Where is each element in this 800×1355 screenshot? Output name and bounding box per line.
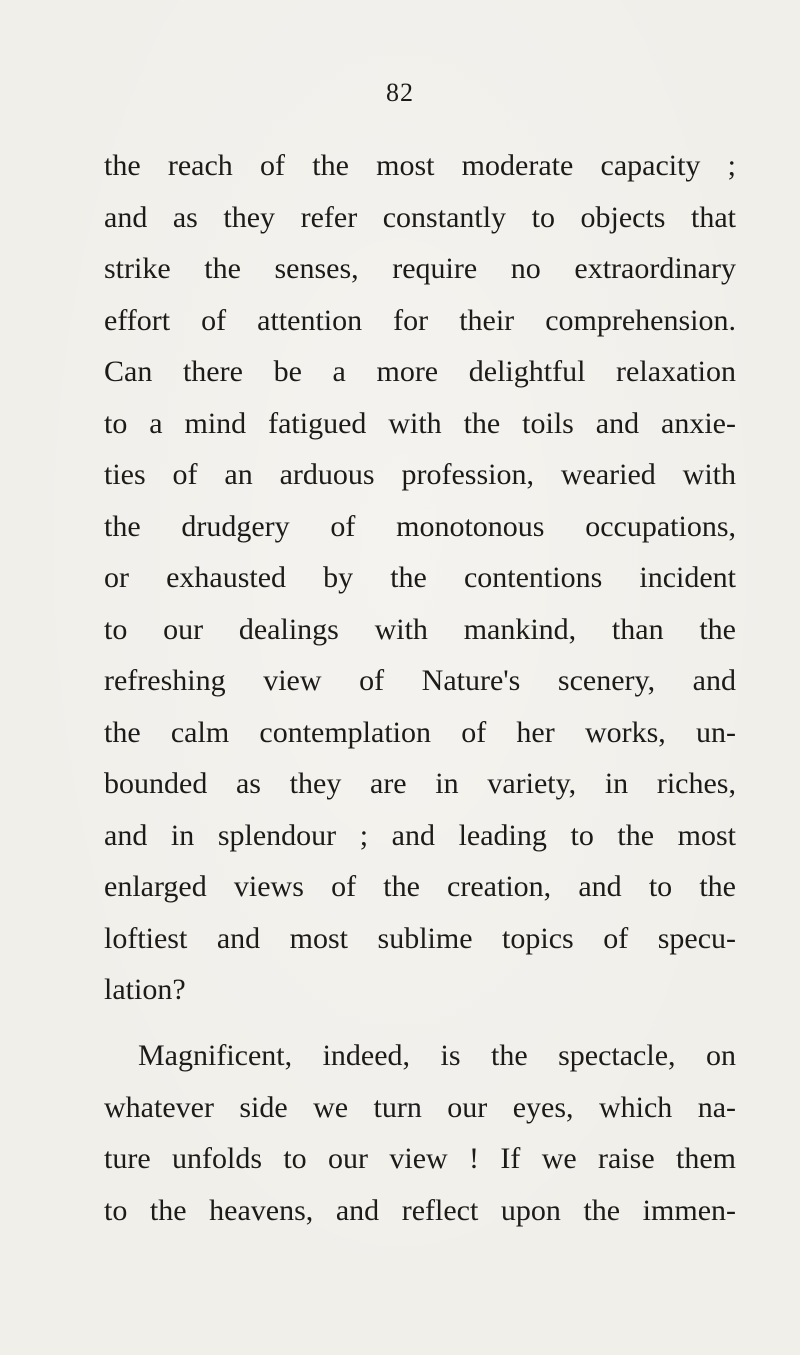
text-line: the drudgery of monotonous occupations, [104,509,736,543]
text-line: and as they refer constantly to objects that [104,200,736,234]
text-line: effort of attention for their comprehension. [104,303,736,337]
text-line: strike the senses, require no extraordinary [104,252,736,285]
paragraph-2 [104,1030,736,1236]
text-line: lation? [104,973,186,1006]
text-line: or exhausted by the contentions incident [104,561,736,594]
text-line: to a mind fatigued with the toils and anxie- [104,406,736,440]
text-line: whatever side we turn our eyes, which na- [104,1090,736,1124]
text-line: to the heavens, and reflect upon the immen- [104,1193,736,1227]
text-line: loftiest and most sublime topics of specu- [104,921,736,955]
paragraph-1 [104,140,736,1016]
page-number: 82 [386,78,414,107]
text-line: the calm contemplation of her works, un- [104,715,736,749]
text-line: Magnificent, indeed, is the spectacle, on [138,1039,736,1072]
text-line: to our dealings with mankind, than the [104,612,736,646]
text-line: enlarged views of the creation, and to the [104,870,736,903]
text-line: refreshing view of Nature's scenery, and [104,664,736,697]
text-line: Can there be a more delightful relaxation [104,355,736,388]
text-line: bounded as they are in variety, in riches, [104,767,736,800]
text-line: ties of an arduous profession, wearied with [104,458,736,491]
text-line: the reach of the most moderate capacity ; [104,149,736,182]
text-line: and in splendour ; and leading to the most [104,818,736,852]
text-line: ture unfolds to our view ! If we raise them [104,1142,736,1175]
